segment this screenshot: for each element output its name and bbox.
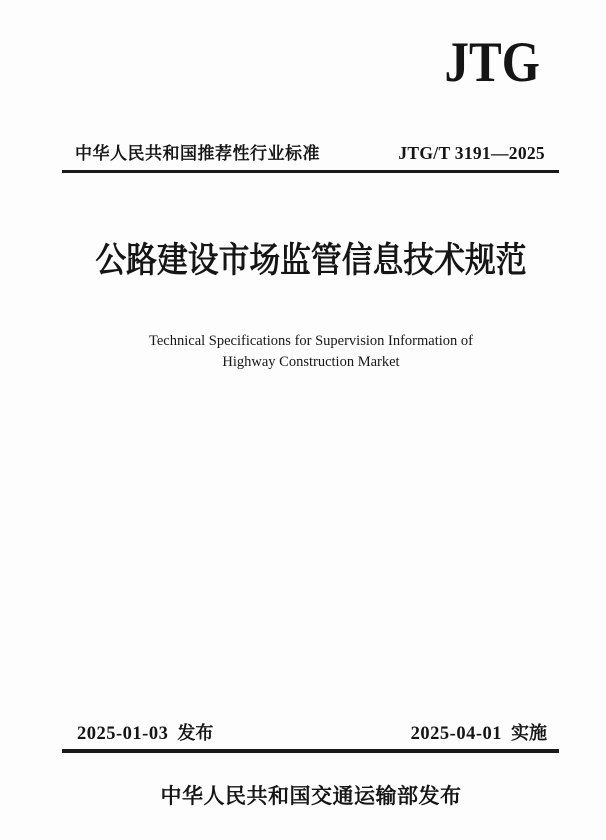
issue-date: 2025-01-03 (77, 724, 169, 744)
footer-divider-line (62, 749, 559, 753)
document-title-english-line1: Technical Specifications for Supervision Information of (149, 333, 473, 349)
dates-row (62, 719, 559, 745)
issue-date-group (77, 719, 213, 745)
jtg-logo: JTG (444, 31, 540, 94)
document-title-english (8, 331, 606, 373)
issue-date-label: 发布 (177, 723, 214, 743)
document-title-chinese: 公路建设市场监管信息技术规范 (95, 241, 527, 280)
standard-header-row (62, 139, 559, 164)
standard-type-label: 中华人民共和国推荐性行业标准 (75, 144, 320, 163)
effective-date: 2025-04-01 (410, 724, 502, 744)
publisher-line: 中华人民共和国交通运输部发布 (160, 785, 462, 808)
effective-date-label: 实施 (511, 723, 547, 743)
header-divider-line (62, 170, 559, 173)
document-title-english-line2: Highway Construction Market (222, 354, 400, 370)
effective-date-group (411, 719, 547, 745)
standard-number: JTG/T 3191—2025 (398, 143, 545, 163)
